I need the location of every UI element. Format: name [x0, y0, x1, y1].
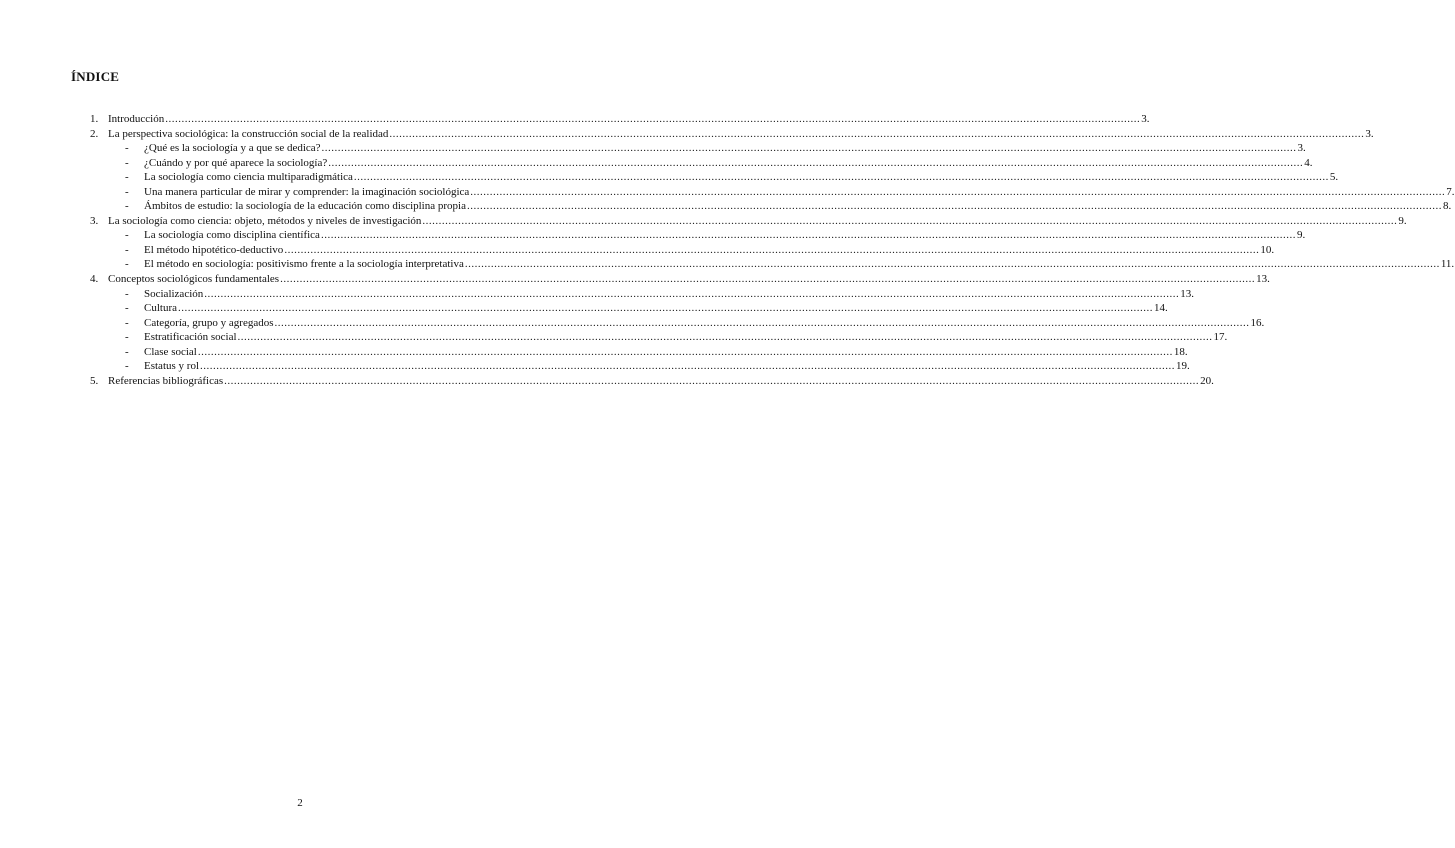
- toc-entry-line: [108, 127, 1374, 141]
- toc-leader-dots: ............................................................................................................................................................................................................................................................................................................: [470, 185, 1446, 198]
- toc-entry-text: Clase social: [144, 345, 197, 358]
- toc-entry-line: [144, 345, 1188, 359]
- toc-entry: [0, 374, 1214, 389]
- toc-entry-number: 2.: [90, 127, 99, 140]
- toc-entry-bullet: -: [125, 360, 129, 373]
- toc-entry-text: Estatus y rol: [144, 360, 199, 373]
- toc-leader-dots: ............................................................................................................................................................................................................................................................................................................: [280, 273, 1256, 286]
- toc-entry-text: Ámbitos de estudio: la sociología de la educación como disciplina propia: [144, 200, 466, 213]
- toc-leader-dots: ............................................................................................................................................................................................................................................................................................................: [466, 200, 1442, 213]
- toc-entry-line: [144, 156, 1313, 170]
- toc-entry: [0, 170, 1339, 185]
- toc-entry-bullet: -: [125, 316, 129, 329]
- toc-entry: [0, 272, 1270, 287]
- toc-entry-page: 9.: [1296, 229, 1306, 242]
- toc-entry-bullet: -: [125, 185, 129, 198]
- toc-entry-page: 5.: [1329, 171, 1339, 184]
- toc-entry-page: 19.: [1176, 360, 1190, 373]
- toc-leader-dots: ............................................................................................................................................................................................................................................................................................................: [178, 302, 1153, 315]
- toc-entry: [0, 156, 1313, 171]
- toc-entry-bullet: -: [125, 345, 129, 358]
- toc-entry: [0, 345, 1188, 360]
- toc-leader-dots: ............................................................................................................................................................................................................................................................................................................: [464, 258, 1440, 271]
- toc-entry-line: [144, 141, 1306, 155]
- toc-entry-text: La sociología como ciencia multiparadigmática: [144, 171, 353, 184]
- toc-entry-line: [144, 170, 1339, 184]
- toc-entry: [0, 141, 1306, 156]
- toc-entry-number: 1.: [90, 113, 99, 125]
- toc-leader-dots: ............................................................................................................................................................................................................................................................................................................: [224, 374, 1200, 387]
- toc-entry-text: ¿Qué es la sociología y a que se dedica?: [144, 142, 321, 155]
- toc-entry: [0, 301, 1168, 316]
- toc-entry-line: [144, 287, 1195, 301]
- toc-entry: [0, 112, 1150, 127]
- toc-entry-page: 18.: [1173, 345, 1188, 358]
- toc-entry-text: Conceptos sociológicos fundamentales: [108, 273, 280, 286]
- toc-entry-text: Introducción: [108, 113, 165, 125]
- toc-entry-line: [144, 316, 1265, 330]
- toc-entry-number: 3.: [90, 214, 99, 227]
- toc-leader-dots: ............................................................................................................................................................................................................................................................................................................: [237, 331, 1213, 344]
- toc-entry-line: [144, 185, 1455, 199]
- toc-leader-dots: ............................................................................................................................................................................................................................................................................................................: [328, 156, 1304, 169]
- toc-entry-bullet: -: [125, 287, 129, 300]
- toc-entry-number: 5.: [90, 374, 99, 387]
- toc-entry-bullet: -: [125, 243, 129, 256]
- toc-entry-page: 10.: [1260, 243, 1275, 256]
- toc-entry-page: 3.: [1297, 142, 1306, 155]
- toc-entry-page: 3.: [1141, 113, 1150, 125]
- toc-entry-bullet: -: [125, 142, 129, 155]
- toc-entry-line: [144, 228, 1306, 242]
- table-of-contents: [0, 112, 1455, 388]
- toc-entry: [0, 330, 1228, 345]
- toc-leader-dots: ............................................................................................................................................................................................................................................................................................................: [422, 214, 1398, 227]
- toc-entry-line: [144, 330, 1228, 344]
- toc-entry-bullet: -: [125, 229, 129, 242]
- toc-entry-text: Cultura: [144, 302, 177, 315]
- toc-leader-dots: ............................................................................................................................................................................................................................................................................................................: [389, 127, 1365, 140]
- toc-entry-bullet: -: [125, 156, 129, 169]
- toc-entry-text: La sociología como disciplina científica: [144, 229, 320, 242]
- toc-entry: [0, 228, 1306, 243]
- toc-entry-page: 11.: [1440, 258, 1455, 271]
- toc-entry-text: ¿Cuándo y por qué aparece la sociología?: [144, 156, 328, 169]
- toc-leader-dots: ............................................................................................................................................................................................................................................................................................................: [197, 345, 1173, 358]
- toc-leader-dots: ............................................................................................................................................................................................................................................................................................................: [321, 142, 1297, 155]
- toc-entry-text: La sociología como ciencia: objeto, métodos y niveles de investigación: [108, 214, 422, 227]
- toc-entry: [0, 127, 1374, 142]
- toc-entry-text: Una manera particular de mirar y comprender: la imaginación sociológica: [144, 185, 470, 198]
- toc-entry: [0, 243, 1275, 258]
- toc-entry-bullet: -: [125, 331, 129, 344]
- toc-entry-page: 9.: [1398, 214, 1407, 227]
- toc-entry-line: [108, 272, 1270, 286]
- toc-leader-dots: ............................................................................................................................................................................................................................................................................................................: [200, 360, 1175, 373]
- toc-entry-number: 4.: [90, 273, 99, 286]
- toc-entry-text: El método hipotético-deductivo: [144, 243, 284, 256]
- toc-entry-text: Socialización: [144, 287, 204, 300]
- toc-entry-line: [144, 301, 1168, 315]
- toc-entry-page: 7.: [1446, 185, 1455, 198]
- index-title: ÍNDICE: [71, 69, 120, 84]
- toc-leader-dots: ............................................................................................................................................................................................................................................................................................................: [204, 287, 1180, 300]
- toc-entry-page: 4.: [1304, 156, 1313, 169]
- toc-entry-line: [144, 243, 1275, 257]
- toc-entry-bullet: -: [125, 302, 129, 315]
- toc-entry-page: 13.: [1256, 273, 1270, 286]
- toc-leader-dots: ............................................................................................................................................................................................................................................................................................................: [353, 171, 1329, 184]
- toc-entry-text: Estratificación social: [144, 331, 237, 344]
- toc-entry-page: 17.: [1213, 331, 1228, 344]
- toc-entry: [0, 287, 1195, 302]
- toc-entry-text: La perspectiva sociológica: la construcción social de la realidad: [108, 127, 389, 140]
- toc-entry-page: 16.: [1250, 316, 1265, 329]
- toc-leader-dots: ............................................................................................................................................................................................................................................................................................................: [274, 316, 1250, 329]
- toc-entry-text: El método en sociología: positivismo frente a la sociología interpretativa: [144, 258, 464, 271]
- toc-entry-bullet: -: [125, 171, 129, 184]
- toc-entry-line: [108, 214, 1407, 228]
- toc-entry: [0, 316, 1265, 331]
- toc-entry-text: Categoría, grupo y agregados: [144, 316, 274, 329]
- toc-entry-line: [108, 374, 1214, 388]
- toc-entry-bullet: -: [125, 200, 129, 213]
- toc-leader-dots: ............................................................................................................................................................................................................................................................................................................: [284, 243, 1260, 256]
- toc-entry-page: 13.: [1180, 287, 1195, 300]
- toc-leader-dots: ............................................................................................................................................................................................................................................................................................................: [165, 113, 1141, 125]
- toc-entry: [0, 199, 1452, 214]
- toc-entry-page: 8.: [1442, 200, 1452, 213]
- toc-entry-line: [144, 359, 1190, 373]
- toc-entry-text: Referencias bibliográficas: [108, 374, 224, 387]
- toc-leader-dots: ............................................................................................................................................................................................................................................................................................................: [320, 229, 1296, 242]
- toc-entry-line: [144, 257, 1455, 271]
- toc-entry-page: 20.: [1200, 374, 1214, 387]
- toc-entry: [0, 359, 1190, 374]
- toc-entry: [0, 185, 1455, 200]
- toc-entry: [0, 214, 1407, 229]
- page-number: 2: [297, 797, 303, 809]
- toc-entry-bullet: -: [125, 258, 129, 271]
- toc-entry-line: [108, 112, 1150, 126]
- toc-entry-page: 14.: [1154, 302, 1168, 315]
- toc-entry: [0, 257, 1455, 272]
- toc-entry-line: [144, 199, 1452, 213]
- toc-entry-page: 3.: [1365, 127, 1374, 140]
